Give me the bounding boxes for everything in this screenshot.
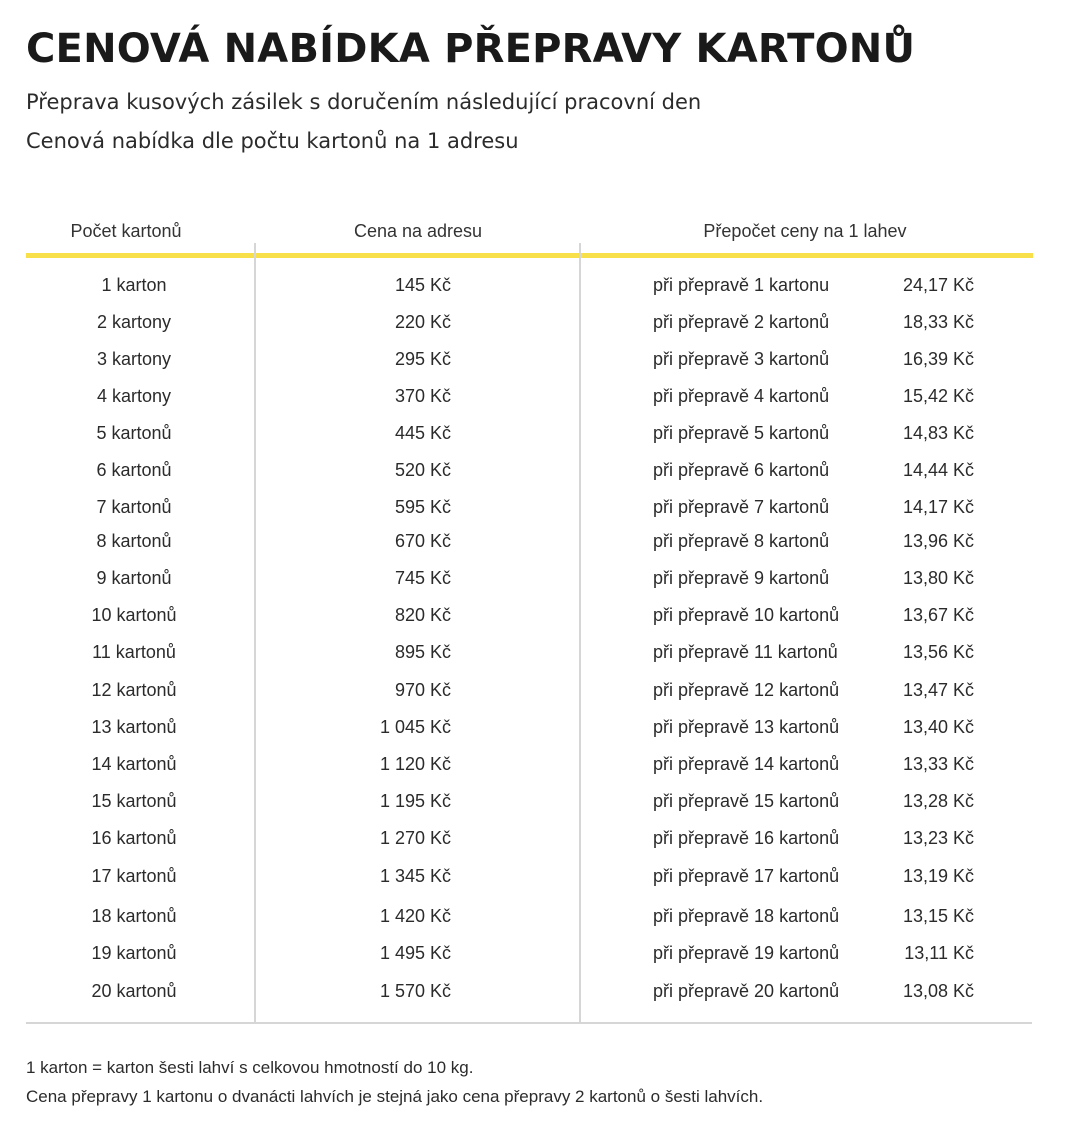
header-carton-count: Počet kartonů — [70, 221, 182, 241]
cell-carton-count: 13 kartonů — [91, 717, 177, 737]
table-row — [0, 754, 1088, 784]
cell-price: 1 345 Kč — [379, 866, 451, 886]
cell-shipping-label: při přepravě 13 kartonů — [653, 717, 840, 737]
table-row — [0, 531, 1088, 561]
cell-carton-count: 15 kartonů — [91, 791, 177, 811]
cell-shipping-label: při přepravě 16 kartonů — [653, 828, 840, 848]
cell-price: 1 270 Kč — [379, 828, 451, 848]
table-bottom-divider — [26, 1022, 1032, 1024]
table-row — [0, 386, 1088, 416]
table-row — [0, 568, 1088, 598]
cell-price-per-bottle: 13,15 Kč — [902, 906, 974, 926]
cell-shipping-label: při přepravě 6 kartonů — [653, 460, 830, 480]
cell-price-per-bottle: 14,44 Kč — [902, 460, 974, 480]
cell-price: 370 Kč — [394, 386, 451, 406]
cell-carton-count: 8 kartonů — [96, 531, 172, 551]
cell-price-per-bottle: 13,47 Kč — [902, 680, 974, 700]
cell-price: 1 570 Kč — [379, 981, 451, 1001]
footnote-twelve-bottle: Cena přepravy 1 kartonu o dvanácti lahvích je stejná jako cena přepravy 2 kartonů o šesti lahvích. — [26, 1087, 764, 1106]
cell-carton-count: 18 kartonů — [91, 906, 177, 926]
table-row — [0, 423, 1088, 453]
table-row — [0, 497, 1088, 527]
table-row — [0, 866, 1088, 896]
cell-carton-count: 7 kartonů — [96, 497, 172, 517]
cell-price: 445 Kč — [394, 423, 451, 443]
cell-shipping-label: při přepravě 15 kartonů — [653, 791, 840, 811]
table-row — [0, 981, 1088, 1011]
table-row — [0, 605, 1088, 635]
cell-price: 895 Kč — [394, 642, 451, 662]
cell-carton-count: 11 kartonů — [92, 642, 176, 662]
cell-carton-count: 20 kartonů — [91, 981, 177, 1001]
cell-price-per-bottle: 13,11 Kč — [904, 943, 974, 963]
cell-price-per-bottle: 13,19 Kč — [902, 866, 974, 886]
cell-price: 1 420 Kč — [379, 906, 451, 926]
table-row — [0, 349, 1088, 379]
cell-price-per-bottle: 18,33 Kč — [902, 312, 974, 332]
cell-carton-count: 19 kartonů — [91, 943, 177, 963]
cell-shipping-label: při přepravě 1 kartonu — [653, 275, 830, 295]
table-row — [0, 680, 1088, 710]
table-row — [0, 906, 1088, 936]
cell-price: 595 Kč — [394, 497, 451, 517]
cell-price: 1 045 Kč — [379, 717, 451, 737]
cell-price-per-bottle: 16,39 Kč — [902, 349, 974, 369]
table-row — [0, 642, 1088, 672]
cell-price-per-bottle: 14,17 Kč — [902, 497, 974, 517]
header-accent-bar — [26, 253, 1033, 258]
subtitle-delivery: Přeprava kusových zásilek s doručením následující pracovní den — [26, 90, 702, 114]
cell-price: 970 Kč — [394, 680, 451, 700]
footnote-carton-definition: 1 karton = karton šesti lahví s celkovou hmotností do 10 kg. — [26, 1058, 474, 1077]
cell-carton-count: 16 kartonů — [91, 828, 177, 848]
table-row — [0, 717, 1088, 747]
cell-shipping-label: při přepravě 5 kartonů — [653, 423, 830, 443]
cell-price-per-bottle: 14,83 Kč — [902, 423, 974, 443]
cell-price-per-bottle: 13,40 Kč — [902, 717, 974, 737]
cell-carton-count: 5 kartonů — [96, 423, 172, 443]
cell-shipping-label: při přepravě 12 kartonů — [653, 680, 840, 700]
cell-price-per-bottle: 13,67 Kč — [902, 605, 974, 625]
cell-price-per-bottle: 13,28 Kč — [902, 791, 974, 811]
cell-price: 745 Kč — [394, 568, 451, 588]
cell-price-per-bottle: 13,56 Kč — [902, 642, 974, 662]
cell-shipping-label: při přepravě 17 kartonů — [653, 866, 840, 886]
cell-price: 670 Kč — [394, 531, 451, 551]
cell-price: 1 120 Kč — [379, 754, 451, 774]
cell-shipping-label: při přepravě 10 kartonů — [653, 605, 840, 625]
cell-shipping-label: při přepravě 20 kartonů — [653, 981, 840, 1001]
cell-carton-count: 9 kartonů — [96, 568, 172, 588]
cell-shipping-label: při přepravě 18 kartonů — [653, 906, 840, 926]
cell-price: 520 Kč — [394, 460, 451, 480]
cell-shipping-label: při přepravě 3 kartonů — [653, 349, 830, 369]
cell-price-per-bottle: 13,80 Kč — [902, 568, 974, 588]
header-price-per-bottle: Přepočet ceny na 1 lahev — [703, 221, 907, 241]
subtitle-pricing: Cenová nabídka dle počtu kartonů na 1 adresu — [26, 129, 519, 153]
cell-price: 145 Kč — [394, 275, 451, 295]
cell-shipping-label: při přepravě 11 kartonů — [653, 642, 838, 662]
cell-shipping-label: při přepravě 19 kartonů — [653, 943, 840, 963]
cell-shipping-label: při přepravě 2 kartonů — [653, 312, 830, 332]
cell-price-per-bottle: 15,42 Kč — [902, 386, 974, 406]
cell-carton-count: 17 kartonů — [91, 866, 177, 886]
cell-carton-count: 10 kartonů — [91, 605, 177, 625]
table-row — [0, 828, 1088, 858]
table-row — [0, 943, 1088, 973]
cell-price: 220 Kč — [394, 312, 451, 332]
cell-price-per-bottle: 24,17 Kč — [902, 275, 974, 295]
cell-shipping-label: při přepravě 8 kartonů — [653, 531, 830, 551]
cell-shipping-label: při přepravě 7 kartonů — [653, 497, 830, 517]
cell-shipping-label: při přepravě 9 kartonů — [653, 568, 830, 588]
cell-price-per-bottle: 13,96 Kč — [902, 531, 974, 551]
header-price-per-address: Cena na adresu — [353, 221, 483, 241]
cell-shipping-label: při přepravě 4 kartonů — [653, 386, 830, 406]
table-row — [0, 460, 1088, 490]
page-title: CENOVÁ NABÍDKA PŘEPRAVY KARTONŮ — [26, 26, 916, 72]
cell-price: 1 495 Kč — [379, 943, 451, 963]
cell-price-per-bottle: 13,33 Kč — [902, 754, 974, 774]
cell-price: 1 195 Kč — [379, 791, 451, 811]
cell-carton-count: 3 kartony — [96, 349, 172, 369]
cell-price: 295 Kč — [394, 349, 451, 369]
cell-price: 820 Kč — [394, 605, 451, 625]
cell-carton-count: 1 karton — [101, 275, 167, 295]
cell-carton-count: 12 kartonů — [91, 680, 177, 700]
cell-price-per-bottle: 13,23 Kč — [902, 828, 974, 848]
cell-shipping-label: při přepravě 14 kartonů — [653, 754, 840, 774]
table-row — [0, 791, 1088, 821]
cell-carton-count: 6 kartonů — [96, 460, 172, 480]
cell-carton-count: 2 kartony — [96, 312, 172, 332]
cell-price-per-bottle: 13,08 Kč — [902, 981, 974, 1001]
table-row — [0, 312, 1088, 342]
table-row — [0, 275, 1088, 305]
cell-carton-count: 14 kartonů — [91, 754, 177, 774]
cell-carton-count: 4 kartony — [96, 386, 172, 406]
